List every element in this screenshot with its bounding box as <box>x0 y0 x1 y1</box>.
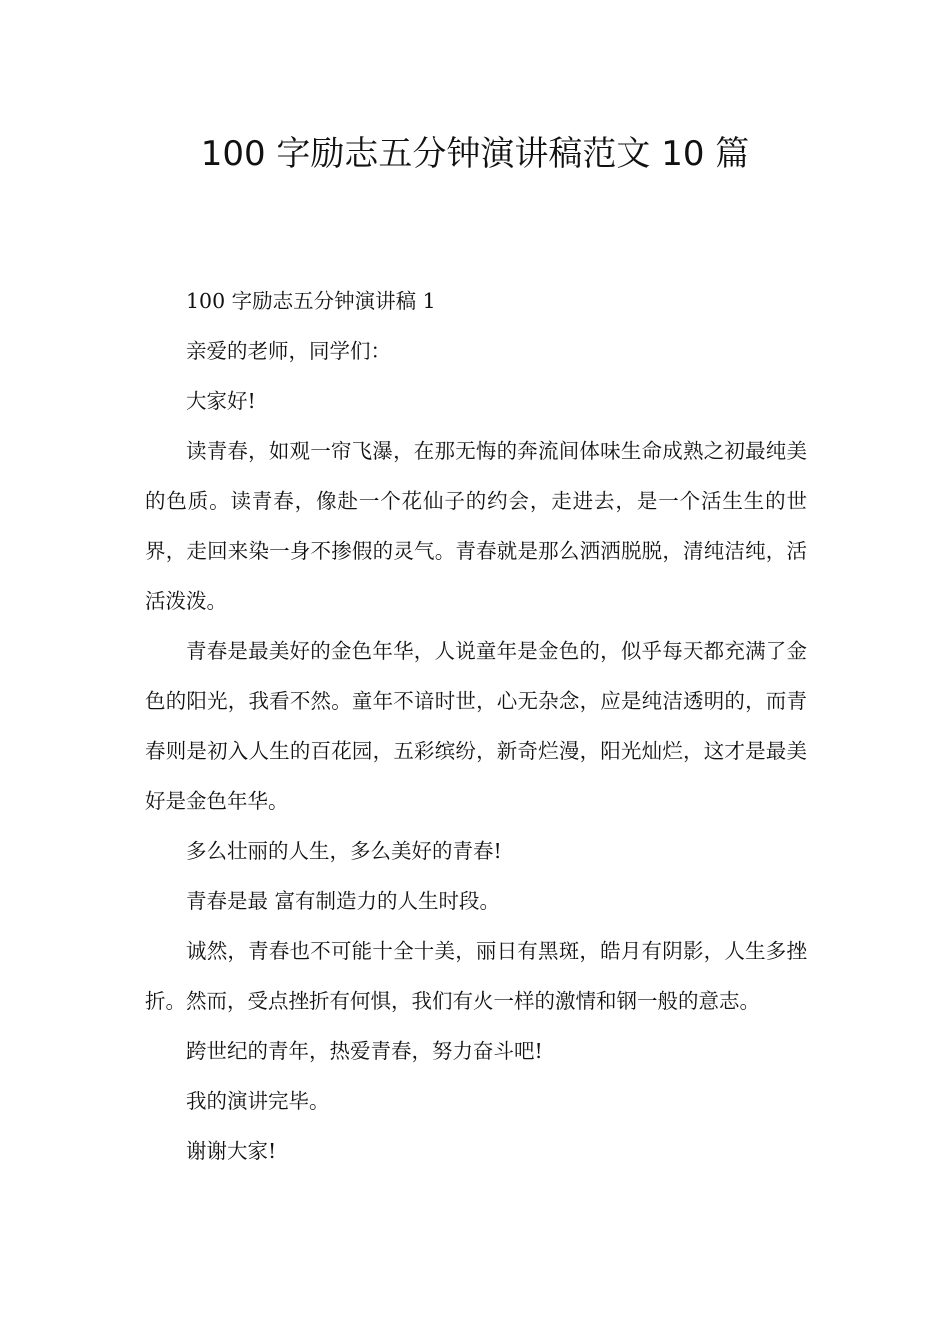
paragraph: 青春是最 富有制造力的人生时段。 <box>186 889 501 913</box>
paragraph: 青春是最美好的金色年华，人说童年是金色的，似乎每天都充满了金色的阳光，我看不然。童年不谙时世，心无杂念，应是纯洁透明的，而青春则是初入人生的百花园，五彩缤纷，新奇烂漫，阳光灿烂，这才是最美好是金色年华。 <box>145 639 807 813</box>
paragraph-hello: 大家好! <box>186 389 256 413</box>
paragraph-thanks: 谢谢大家! <box>186 1139 277 1163</box>
document-title: 100 字励志五分钟演讲稿范文 10 篇 <box>200 134 750 174</box>
paragraph: 多么壮丽的人生，多么美好的青春! <box>186 839 502 863</box>
paragraph-greeting: 亲爱的老师，同学们： <box>186 339 391 363</box>
paragraph-closing: 我的演讲完毕。 <box>186 1089 330 1113</box>
paragraph: 诚然，青春也不可能十全十美，丽日有黑斑，皓月有阴影，人生多挫折。然而，受点挫折有何惧，我们有火一样的激情和钢一般的意志。 <box>145 939 807 1013</box>
document-body <box>145 276 807 1176</box>
paragraph: 读青春，如观一帘飞瀑，在那无悔的奔流间体味生命成熟之初最纯美的色质。读青春，像赴一个花仙子的约会，走进去，是一个活生生的世界，走回来染一身不掺假的灵气。青春就是那么洒洒脱脱，清纯洁纯，活活泼泼。 <box>145 439 807 613</box>
paragraph-heading: 100 字励志五分钟演讲稿 1 <box>186 289 436 313</box>
paragraph: 跨世纪的青年，热爱青春，努力奋斗吧! <box>186 1039 543 1063</box>
